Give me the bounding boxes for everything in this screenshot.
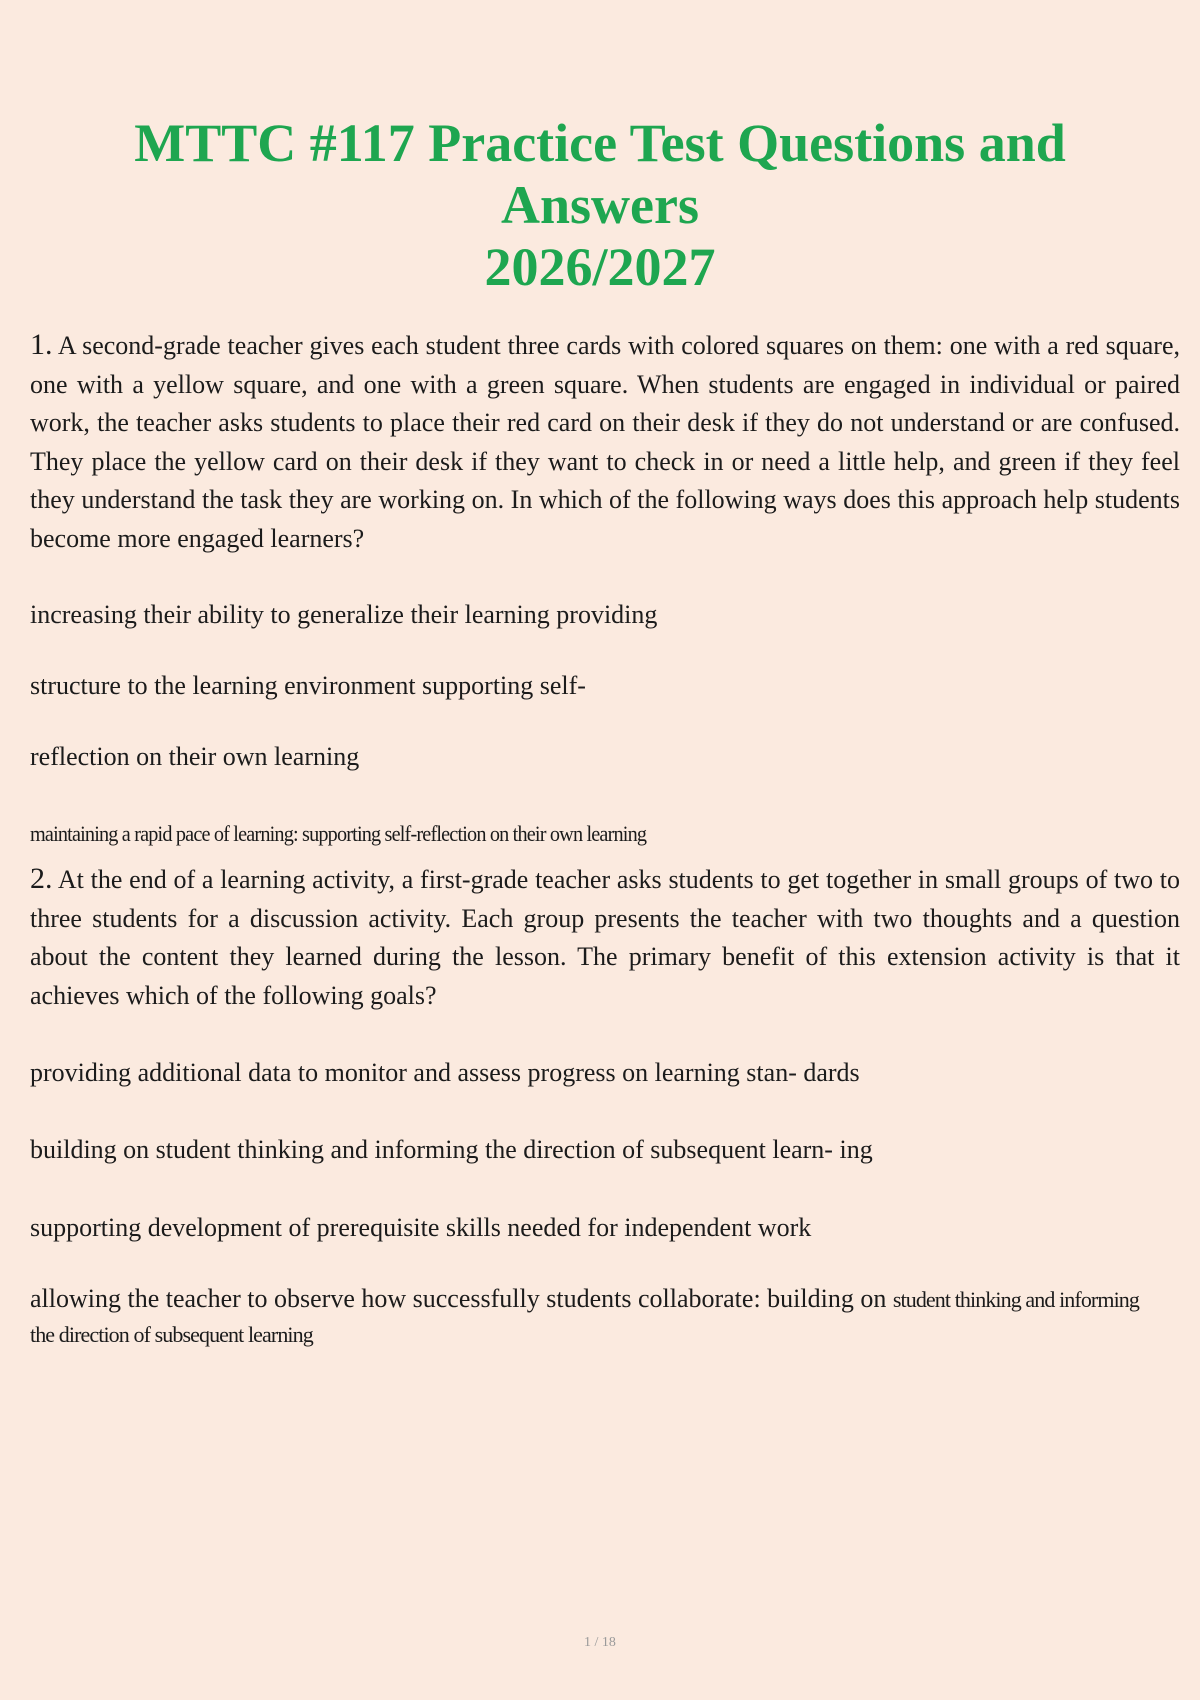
- question-1-body: A second-grade teacher gives each student three cards with colored squares on them: one with a red square, one with a yellow square, and one with a green square. When students are engaged in individual or paired work, the teacher asks students to place their red card on their desk if they do not understand or are confused. They place the yellow card on their desk if they want to check in or need a little help, and green if they feel they understand the task they are working on. In which of the following ways does this approach help students become more engaged learners?: [30, 331, 1180, 553]
- question-1-option-1: increasing their ability to generalize their learning providing: [30, 600, 658, 629]
- question-2-number: 2.: [30, 862, 53, 895]
- question-2-answer: [30, 1280, 1180, 1351]
- question-2-option-2: building on student thinking and informing the direction of subsequent learn- ing: [30, 1135, 873, 1164]
- question-2-text: [30, 860, 1180, 1015]
- question-1-option-3: reflection on their own learning: [30, 742, 360, 771]
- question-2-answer-line-1: [30, 1280, 1180, 1319]
- document-title: [40, 112, 1160, 298]
- question-2-body: At the end of a learning activity, a first-grade teacher asks students to get together in small groups of two to three students for a discussion activity. Each group presents the teacher with two thoughts and a question about the content they learned during the lesson. The primary benefit of this extension activity is that it achieves which of the following goals?: [30, 865, 1180, 1010]
- question-1-answer: maintaining a rapid pace of learning: supporting self-reflection on their own learning: [30, 821, 647, 846]
- page-number: 1 / 18: [584, 1635, 616, 1650]
- title-line-1: MTTC #117 Practice Test Questions and Answers: [134, 113, 1066, 235]
- question-1-number: 1.: [30, 328, 53, 361]
- title-line-2: 2026/2027: [484, 237, 716, 297]
- question-2-answer-main: allowing the teacher to observe how successfully students collaborate: building on: [30, 1284, 887, 1313]
- question-2-answer-small: student thinking and informing: [892, 1287, 1139, 1312]
- question-2-answer-line-2: the direction of subsequent learning: [30, 1322, 313, 1347]
- question-1-text: [30, 326, 1180, 559]
- question-2-option-3: supporting development of prerequisite skills needed for independent work: [30, 1213, 812, 1242]
- question-2-option-1: providing additional data to monitor and assess progress on learning stan- dards: [30, 1058, 860, 1087]
- question-1-option-2: structure to the learning environment supporting self-: [30, 671, 586, 700]
